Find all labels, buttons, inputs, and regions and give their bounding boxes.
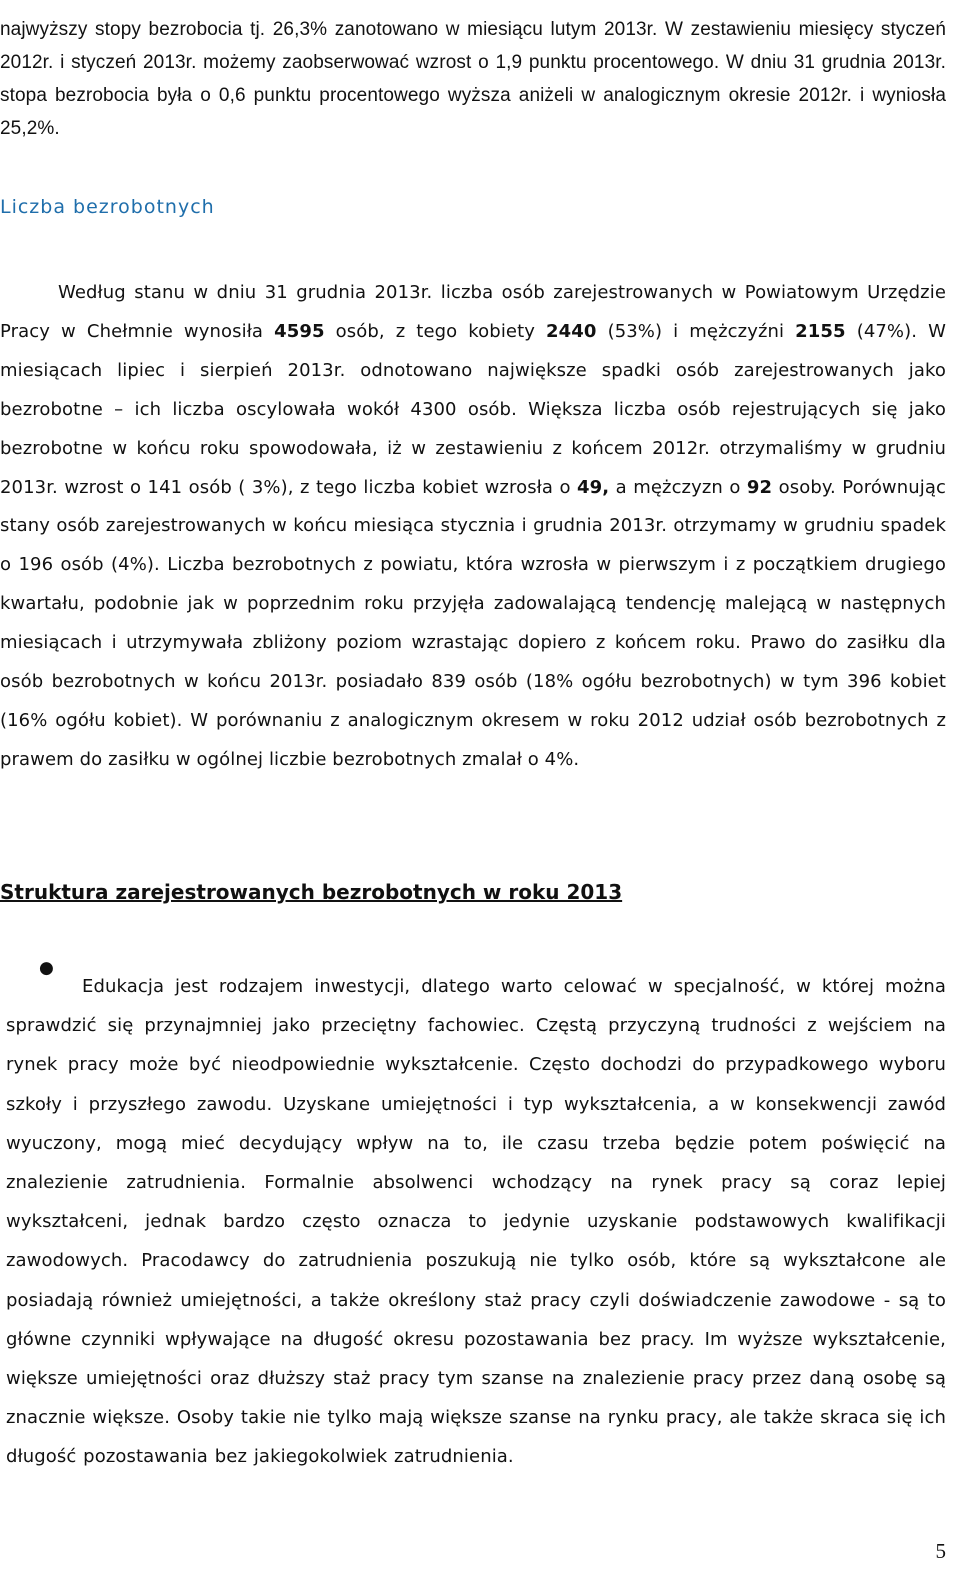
liczba-bezrobotnych-paragraph xyxy=(0,274,946,780)
text-run: a mężczyzn o xyxy=(609,476,747,498)
section-heading-struktura: Struktura zarejestrowanych bezrobotnych w roku 2013 xyxy=(0,880,623,904)
section-heading-liczba-bezrobotnych: Liczba bezrobotnych xyxy=(0,196,215,218)
text-run: (47%). W miesiącach lipiec i sierpień 2013r. odnotowano największe spadki osób zarejestrowanych jako bezrobotne – ich liczba oscylowała wokół 4300 osób. Większa liczba osób rejestrujących się jako bezrobotne w końcu roku spowodowała, iż w zestawieniu z końcem 2012r. otrzymaliśmy w grudniu 2013r. wzrost o 141 osób ( 3%), z tego liczba kobiet wzrosła o xyxy=(0,320,946,498)
intro-paragraph: najwyższy stopy bezrobocia tj. 26,3% zanotowano w miesiącu lutym 2013r. W zestawieniu miesięcy styczeń 2012r. i styczeń 2013r. możemy zaobserwować wzrost o 1,9 punktu procentowego. W dniu 31 grudnia 2013r. stopa bezrobocia była o 0,6 punktu procentowego wyższa aniżeli w analogicznym okresie 2012r. i wyniosła 25,2%. xyxy=(0,19,946,139)
text-run: Według stanu w dniu 31 grudnia 2013r. liczba osób zarejestrowanych w Powiatowym Urzędzie Pracy w Chełmnie wynosiła xyxy=(0,282,946,342)
edukacja-paragraph: Edukacja jest rodzajem inwestycji, dlatego warto celować w specjalność, w której można sprawdzić się przynajmniej jako przeciętny fachowiec. Częstą przyczyną trudności z wejściem na rynek pracy może być nieodpowiednie wykształcenie. Często dochodzi do przypadkowego wyboru szkoły i przyszłego zawodu. Uzyskane umiejętności i typ wykształcenia, a w konsekwencji zawód wyuczony, mogą mieć decydujący wpływ na to, ile czasu trzeba będzie potem poświęcić na znalezienie zatrudnienia. Formalnie absolwenci wchodzący na rynek pracy są coraz lepiej wykształceni, jednak bardzo często oznacza to jedynie uzyskanie podstawowych kwalifikacji zawodowych. Pracodawcy do zatrudnienia poszukują nie tylko osób, które są wykształcone ale posiadają również umiejętności, a także określony staż pracy czyli doświadczenie zawodowe - są to główne czynniki wpływające na długość okresu pozostawania bez pracy. Im wyższe wykształcenie, większe umiejętności oraz dłuższy staż pracy tym szanse na znalezienie pracy przez daną osobę są znacznie większe. Osoby takie nie tylko mają większe szanse na rynku pracy, ale także skraca się ich długość pozostawania bez jakiegokolwiek zatrudnienia. xyxy=(6,976,946,1468)
bold-number-men-increase: 92 xyxy=(746,476,773,498)
bold-number-women: 2440 xyxy=(546,320,597,342)
bold-number-total: 4595 xyxy=(274,320,325,342)
text-run: osoby. Porównując stany osób zarejestrowanych w końcu miesiąca stycznia i grudnia 2013r. otrzymamy w grudniu spadek o 196 osób (4%). Liczba bezrobotnych z powiatu, która wzrosła w pierwszym i z początkiem drugiego kwartału, podobnie jak w poprzednim roku przyjęła zadowalającą tendencję malejącą w następnych miesiącach i utrzymywała zbliżony poziom wzrastając dopiero z końcem roku. Prawo do zasiłku dla osób bezrobotnych w końcu 2013r. posiadało 839 osób (18% ogółu bezrobotnych) w tym 396 kobiet (16% ogółu kobiet). W porównaniu z analogicznym okresem w roku 2012 udział osób bezrobotnych z prawem do zasiłku w ogólnej liczbie bezrobotnych zmalał o 4%. xyxy=(0,476,946,770)
bold-number-women-increase: 49, xyxy=(577,476,610,498)
bullet-icon: ● xyxy=(39,958,54,978)
page-number: 5 xyxy=(935,1539,946,1563)
text-run: osób, z tego kobiety xyxy=(324,320,547,342)
text-run: (53%) i mężczyźni xyxy=(596,320,796,342)
bold-number-men: 2155 xyxy=(795,320,846,342)
